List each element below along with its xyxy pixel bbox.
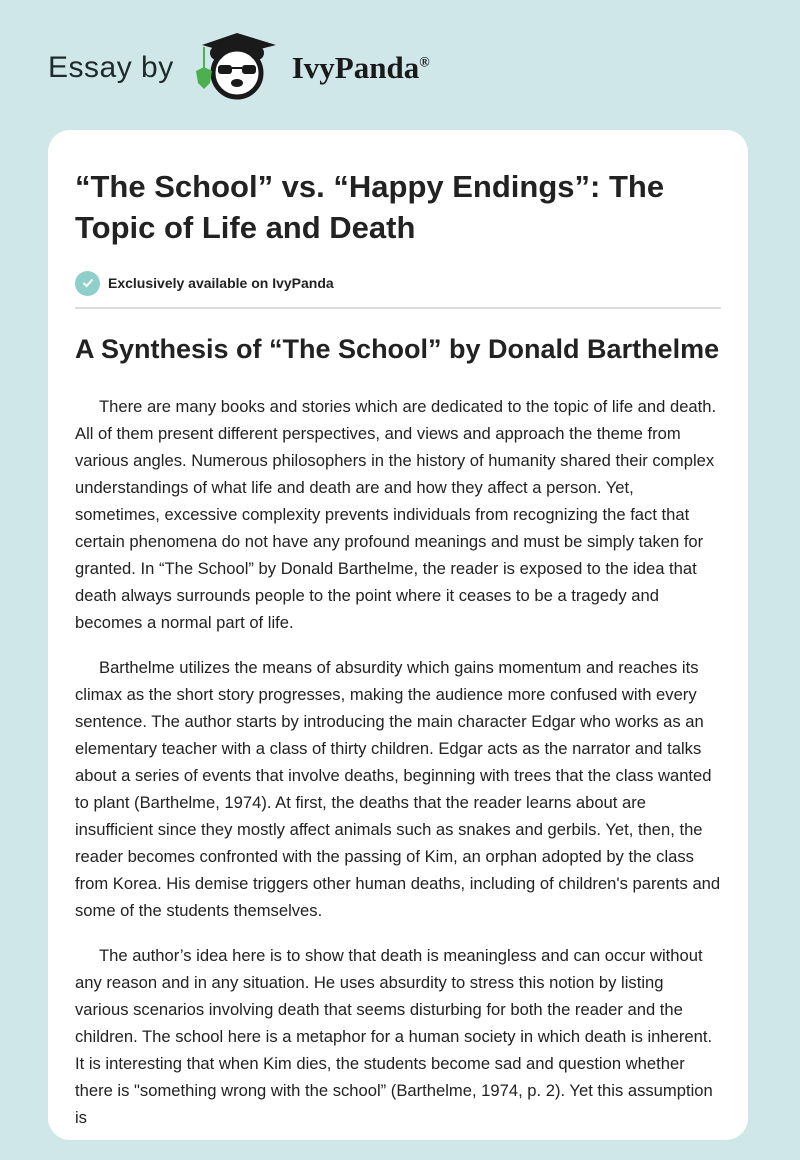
brand-name[interactable]: [292, 50, 430, 86]
check-icon: [75, 271, 100, 296]
paragraph: Barthelme utilizes the means of absurdity which gains momentum and reaches its climax as the short story progresses, making the audience more confused with every sentence. The author starts by introducing the main character Edgar who works as an elementary teacher with a class of thirty children. Edgar acts as the narrator and talks about a series of events that involve deaths, beginning with trees that the class wanted to plant (Barthelme, 1974). At first, the deaths that the reader learns about are insufficient since they mostly affect animals such as snakes and gerbils. Yet, then, the reader becomes confronted with the passing of Kim, an orphan adopted by the class from Korea. His demise triggers other human deaths, including of children's parents and some of the students themselves.: [75, 658, 721, 920]
panda-logo-icon[interactable]: [192, 31, 282, 106]
essay-by-label: Essay by: [48, 51, 174, 84]
site-header: [48, 38, 430, 98]
exclusive-label: Exclusively available on IvyPanda: [108, 275, 334, 291]
paragraph: There are many books and stories which are dedicated to the topic of life and death. All of them present different perspectives, and views and approach the theme from various angles. Numerous philosophers in the history of humanity shared their complex understandings of what life and death are and how they affect a person. Yet, sometimes, excessive complexity prevents individuals from recognizing the fact that certain phenomena do not have any profound meanings and must be simply taken for granted. In “The School” by Donald Barthelme, the reader is exposed to the idea that death always surrounds people to the point where it ceases to be a tragedy and becomes a normal part of life.: [75, 397, 717, 632]
exclusive-badge: [75, 270, 721, 296]
divider: [75, 307, 721, 309]
section-heading: A Synthesis of “The School” by Donald Barthelme: [75, 334, 720, 364]
essay-card: [48, 130, 748, 1140]
page-title: “The School” vs. “Happy Endings”: The Topic of Life and Death: [75, 169, 665, 245]
article-body: [75, 393, 721, 1131]
registered-mark: ®: [419, 55, 430, 71]
paragraph: The author’s idea here is to show that death is meaningless and can occur without any reason and in any situation. He uses absurdity to stress this notion by listing various scenarios involving death that seems disturbing for both the reader and the children. The school here is a metaphor for a human society in which death is inherent. It is interesting that when Kim dies, the students become sad and question whether there is "something wrong with the school” (Barthelme, 1974, p. 2). Yet this assumption is: [75, 946, 713, 1127]
brand-text: IvyPanda: [291, 50, 420, 85]
